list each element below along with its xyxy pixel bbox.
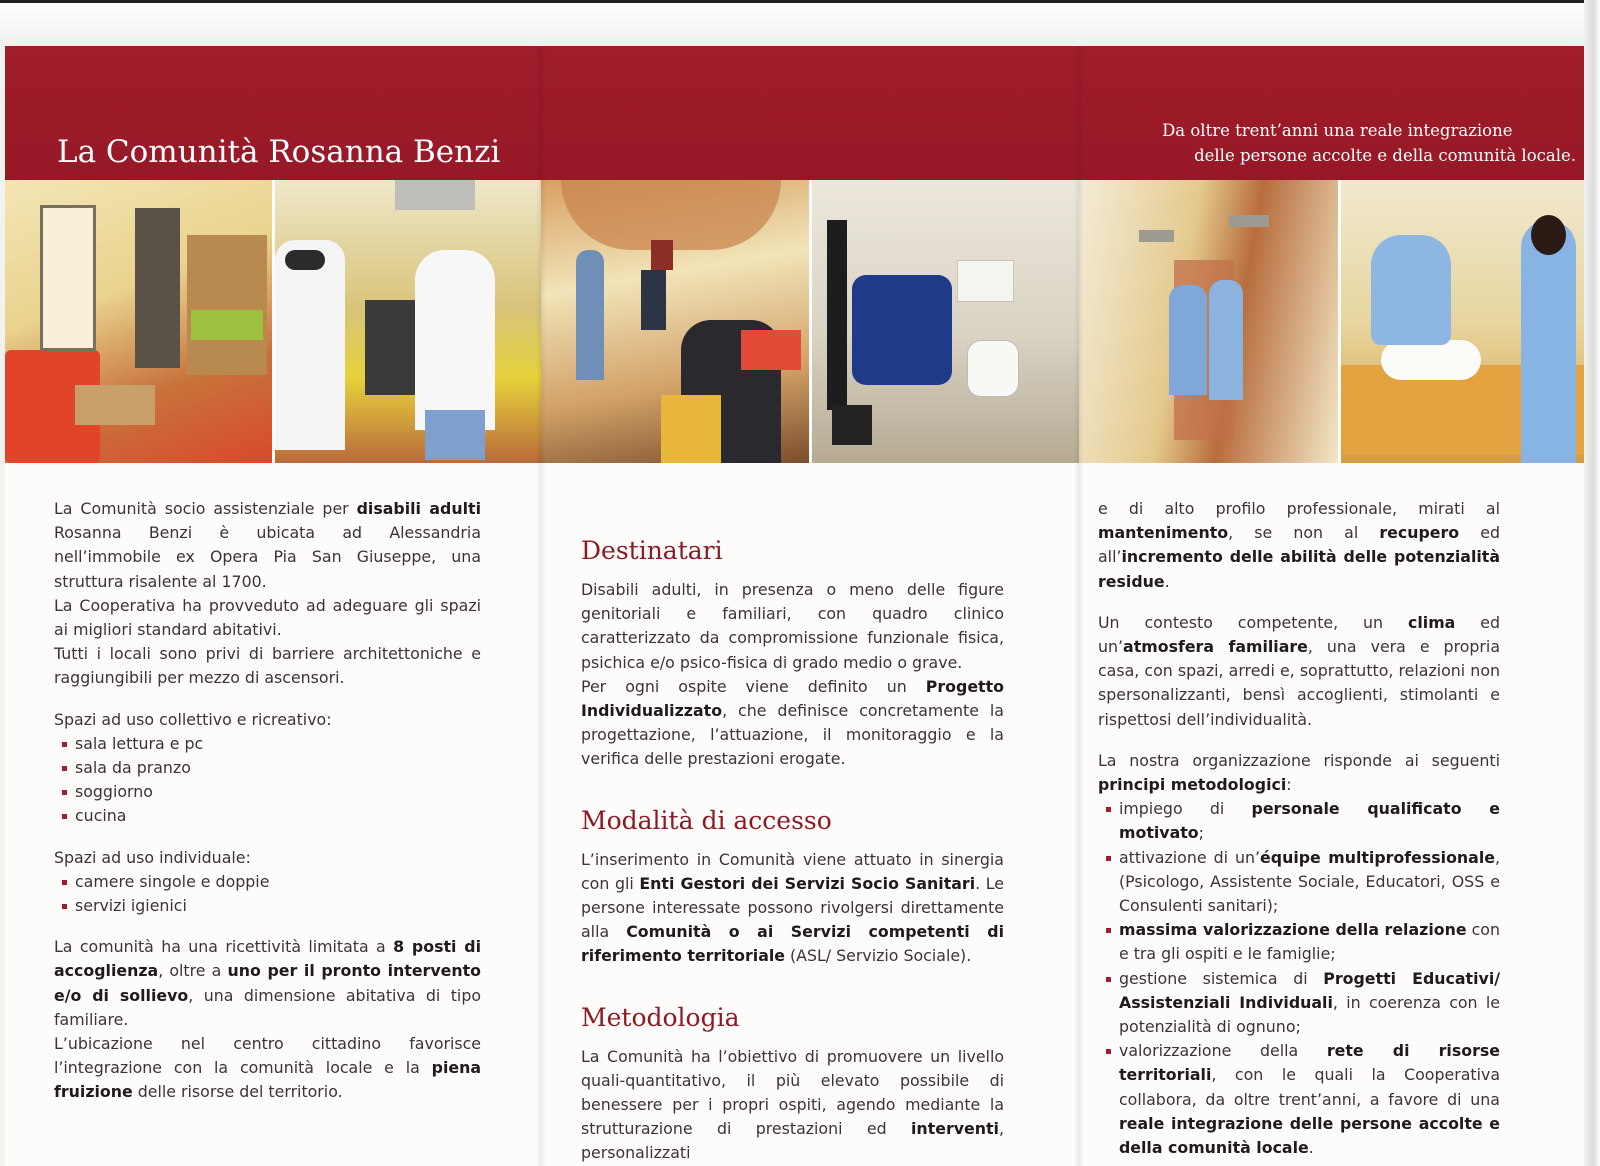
context-paragraph xyxy=(1098,611,1500,732)
text-bold: disabili adulti xyxy=(356,499,481,518)
text-run: . xyxy=(1164,571,1170,591)
section-title-metodologia: Metodologia xyxy=(581,1002,740,1032)
brochure-panel-right xyxy=(1079,46,1600,1166)
text-bold: équipe multiprofessionale xyxy=(1260,847,1495,867)
brochure-panel-middle xyxy=(541,46,1079,1166)
panel-banner xyxy=(541,46,1079,180)
text-run: La comunità ha una ricettività limitata a xyxy=(54,937,394,957)
list-item: soggiorno xyxy=(54,780,481,804)
barrier-paragraph: Tutti i locali sono privi di barriere architettoniche e raggiungibili per mezzo di ascensori. xyxy=(54,644,481,688)
text-bold: incremento delle abilità delle potenzialità residue xyxy=(1098,547,1500,591)
individual-spaces-title: Spazi ad uso individuale: xyxy=(54,847,251,867)
scan-top-edge xyxy=(0,0,1600,44)
panel1-text xyxy=(54,497,481,1105)
text-run: , che definisce concretamente la progettazione, l’attuazione, il monitoraggio e la verifica delle prestazioni erogate. xyxy=(581,701,1004,769)
text-bold: massima valorizzazione della relazione xyxy=(1119,920,1467,940)
text-run: attivazione di un’ xyxy=(1119,847,1261,867)
text-run: , personalizzati xyxy=(581,1119,1004,1163)
tagline-line-1: Da oltre trent’anni una reale integrazione xyxy=(1162,121,1513,140)
text-run: ; xyxy=(1198,823,1204,843)
text-run: con e tra gli ospiti e le famiglie; xyxy=(1119,920,1500,964)
text-run: La Comunità socio assistenziale per xyxy=(54,499,357,518)
text-bold: uno per il pronto intervento e/o di sollievo xyxy=(54,961,481,1005)
text-run: , (Psicologo, Assistente Sociale, Educatori, OSS e Consulenti sanitari); xyxy=(1119,847,1500,916)
text-run: impiego di xyxy=(1119,799,1252,819)
text-run: , se non al xyxy=(1228,523,1380,543)
photo-strip xyxy=(1079,180,1600,463)
section-title-destinatari: Destinatari xyxy=(581,536,723,565)
method-paragraph xyxy=(581,1045,1004,1166)
text-run: valorizzazione della xyxy=(1119,1041,1327,1061)
intro-paragraph xyxy=(54,497,481,594)
text-run: (ASL/ Servizio Sociale). xyxy=(784,946,972,966)
panel-banner xyxy=(5,46,541,180)
text-run: L’inserimento in Comunità viene attuato in sinergia con gli xyxy=(581,849,1004,893)
text-run: , in coerenza con le potenzialità di ognuno; xyxy=(1119,992,1500,1037)
lounge-photo xyxy=(541,180,809,463)
text-bold: mantenimento xyxy=(1098,523,1229,543)
text-run: : xyxy=(1286,775,1292,795)
text-run: e di alto profilo professionale, mirati al xyxy=(1098,499,1500,518)
brochure-title: La Comunità Rosanna Benzi xyxy=(57,134,501,170)
list-item: sala da pranzo xyxy=(54,756,481,780)
text-bold: principi metodologici xyxy=(1098,775,1287,795)
brochure-panel-left xyxy=(5,46,541,1166)
text-bold: recupero xyxy=(1379,523,1460,543)
text-bold: Progetti Educativi/ Assistenziali Individuali xyxy=(1119,968,1501,1012)
organization-paragraph xyxy=(1098,749,1500,797)
text-run: Per ogni ospite viene definito un xyxy=(581,676,926,696)
panel3-text xyxy=(1098,497,1500,1160)
tagline-line-2: delle persone accolte e della comunità locale. xyxy=(1194,146,1576,165)
list-item xyxy=(1098,918,1500,966)
text-bold: Comunità o ai Servizi competenti di riferimento territoriale xyxy=(581,922,1004,966)
collective-spaces-title: Spazi ad uso collettivo e ricreativo: xyxy=(54,709,332,729)
bathroom-photo xyxy=(812,180,1080,463)
text-run: ed all’ xyxy=(1098,523,1500,567)
text-run: ed un’ xyxy=(1098,612,1500,657)
scan-right-edge xyxy=(1584,0,1600,1166)
living-room-photo xyxy=(5,180,272,463)
text-run: delle risorse del territorio. xyxy=(132,1082,343,1102)
text-bold: personale qualificato e motivato xyxy=(1119,799,1500,843)
text-run: Rosanna Benzi è ubicata ad Alessandria nell’immobile ex Opera Pia San Giuseppe, una struttura risalente al 1700. xyxy=(54,523,481,591)
text-run: La Comunità ha l’obiettivo di promuovere un livello quali-quantitativo, il più elevato possibile di benessere per i propri ospiti, agendo mediante la strutturazione di prestazioni ed xyxy=(581,1046,1004,1139)
text-bold: reale integrazione delle persone accolte e della comunità locale xyxy=(1119,1113,1500,1158)
text-run: , una dimensione abitativa di tipo familiare. xyxy=(54,985,482,1029)
text-bold: 8 posti di accoglienza xyxy=(54,937,481,981)
dest-paragraph: Disabili adulti, in presenza o meno delle figure genitoriali e familiari, con quadro clinico caratterizzato da compromissione funzionale fisica, psichica e/o psico-fisica di grado medio o grave. xyxy=(581,580,1004,672)
individual-spaces-list xyxy=(54,870,481,918)
text-run: , oltre a xyxy=(158,961,228,981)
kitchen-photo xyxy=(275,180,542,463)
text-bold: atmosfera familiare xyxy=(1123,637,1308,657)
text-bold: interventi xyxy=(911,1119,999,1139)
corridor-photo xyxy=(1079,180,1338,463)
list-item xyxy=(1098,967,1500,1040)
location-paragraph xyxy=(54,1032,481,1105)
text-run: . xyxy=(1308,1138,1314,1158)
collective-spaces-list xyxy=(54,732,481,829)
list-item xyxy=(1098,846,1500,919)
list-item: camere singole e doppie xyxy=(54,870,481,894)
list-item xyxy=(1098,1039,1500,1160)
text-run: , con le quali la Cooperativa collabora, da oltre trent’anni, a favore di una xyxy=(1119,1065,1500,1109)
list-item: sala lettura e pc xyxy=(54,732,481,756)
capacity-paragraph xyxy=(54,935,481,1032)
text-bold: Enti Gestori dei Servizi Socio Sanitari xyxy=(639,873,976,893)
panel2-text xyxy=(581,536,1004,1166)
panel-banner xyxy=(1079,46,1600,180)
text-bold: Progetto Individualizzato xyxy=(581,676,1004,721)
list-item: cucina xyxy=(54,804,481,828)
text-run: La nostra organizzazione risponde ai seguenti xyxy=(1098,750,1500,770)
text-bold: piena fruizione xyxy=(54,1058,481,1102)
coop-paragraph: La Cooperativa ha provveduto ad adeguare gli spazi ai migliori standard abitativi. xyxy=(54,595,481,640)
continuation-paragraph xyxy=(1098,497,1500,594)
photo-strip xyxy=(5,180,541,463)
text-run: . Le persone interessate possono rivolgersi direttamente alla xyxy=(581,873,1004,942)
access-paragraph xyxy=(581,848,1004,969)
bedroom-photo xyxy=(1341,180,1600,463)
principles-list xyxy=(1098,797,1500,1160)
text-run: , una vera e propria casa, con spazi, arredi e, soprattutto, relazioni non spersonalizzanti, bensì accoglienti, stimolanti e rispettosi dell’individualità. xyxy=(1098,637,1500,729)
text-run: L’ubicazione nel centro cittadino favorisce l’integrazione con la comunità locale e la xyxy=(54,1034,481,1078)
photo-strip xyxy=(541,180,1079,463)
text-run: gestione sistemica di xyxy=(1119,968,1324,988)
project-paragraph xyxy=(581,675,1004,772)
text-bold: rete di risorse territoriali xyxy=(1119,1041,1500,1085)
text-run: Un contesto competente, un xyxy=(1098,612,1408,632)
text-bold: clima xyxy=(1408,612,1456,632)
section-title-accesso: Modalità di accesso xyxy=(581,805,832,835)
banner-tagline xyxy=(1162,118,1576,168)
list-item xyxy=(1098,797,1500,845)
list-item: servizi igienici xyxy=(54,894,481,918)
